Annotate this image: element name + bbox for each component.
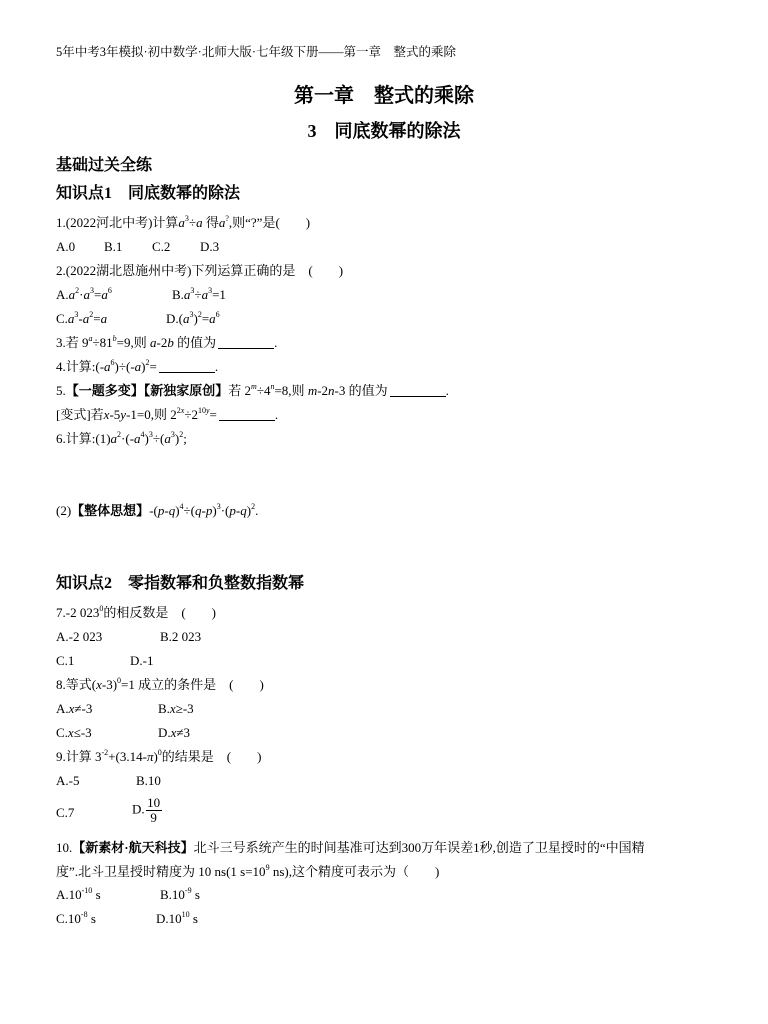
running-header: 5年中考3年模拟·初中数学·北师大版·七年级下册——第一章 整式的乘除 bbox=[56, 45, 456, 59]
question-5-variant: [变式]若x-5y-1=0,则 $2^{2x}\div 2^{10y}=$ . bbox=[56, 406, 279, 422]
option-a: A.0 bbox=[56, 239, 76, 254]
option-d: D.-1 bbox=[130, 653, 154, 668]
option-c: C.x≤-3 bbox=[56, 725, 92, 740]
option-d: D.x≠3 bbox=[158, 725, 191, 740]
question-4: 4.计算$:(-a^6)\div(-a)^2=$ . bbox=[56, 358, 219, 374]
option-c: C.7 bbox=[56, 805, 75, 820]
option-b: B.10 bbox=[136, 773, 161, 788]
option-d: D.3 bbox=[200, 239, 220, 254]
question-7: 7.-2 $023^0$的相反数是 ( ) bbox=[56, 604, 217, 620]
option-c: C.1 bbox=[56, 653, 75, 668]
knowledge-point-1: 知识点1 同底数幂的除法 bbox=[56, 185, 241, 202]
question-6-part-2: (2)【整体思想】$-(p-q)^4\div(q-p)^3\cdot(p-q)^2$. bbox=[56, 502, 259, 518]
option-c: C.2 bbox=[152, 239, 171, 254]
answer-blank bbox=[390, 384, 446, 397]
option-a: A.-2 023 bbox=[56, 629, 103, 644]
option-a: A.x≠-3 bbox=[56, 701, 93, 716]
question-5: 5.【一题多变】【新独家原创】若 $2^m\div 4^n=8$,则 m-2n-3 的值为 . bbox=[56, 382, 449, 398]
question-6: 6.计算$:(1)a^2\cdot(-a^4)^3\div(a^3)^2$; bbox=[56, 430, 187, 446]
option-d: $D.10^{10}$ s bbox=[156, 910, 198, 926]
option-c: $C.10^{-8}$ s bbox=[56, 910, 96, 926]
question-1: 1.(2022河北中考)计算$a^3\div a$ 得a?,则“?”是( ) bbox=[56, 214, 311, 230]
option-a: A.-5 bbox=[56, 773, 80, 788]
knowledge-point-2: 知识点2 零指数幂和负整数指数幂 bbox=[56, 575, 305, 592]
answer-blank bbox=[218, 336, 274, 349]
option-b: B.1 bbox=[104, 239, 123, 254]
option-d: D. $\frac{10}{9}$ bbox=[132, 795, 161, 825]
answer-blank bbox=[219, 408, 275, 421]
question-2: 2.(2022湖北恩施州中考)下列运算正确的是 ( ) bbox=[56, 263, 344, 278]
chapter-title: 第一章 整式的乘除 bbox=[294, 85, 474, 107]
option-a: $A.10^{-10}$ s bbox=[56, 886, 101, 902]
option-d: $D.(a^3)^2=a^6$ bbox=[166, 310, 220, 326]
part-title: 基础过关全练 bbox=[56, 157, 153, 174]
question-10: 10.【新素材·航天科技】北斗三号系统产生的时间基准可达到300万年误差1秒,创造了卫星授时的“中国精 度”.北斗卫星授时精度为 10 ns(1 $s=10^9$ ns),这个精度可表示为（ ) bbox=[56, 840, 645, 879]
question-3: 3.若 $9^a\div 81^b=9$,则 a-2b 的值为 . bbox=[56, 334, 278, 350]
option-c: $C.a^3-a^2=a$ bbox=[56, 310, 108, 326]
question-8: 8.等式$(x-3)^0=1$ 成立的条件是 ( ) bbox=[56, 676, 264, 692]
section-title: 3 同底数幂的除法 bbox=[307, 121, 461, 141]
answer-blank bbox=[159, 360, 215, 373]
fraction: $\frac{10}{9}$ bbox=[147, 795, 161, 825]
option-a: $A.a^2\cdot a^3=a^6$ bbox=[56, 286, 112, 302]
option-b: B.x≥-3 bbox=[158, 701, 194, 716]
option-b: $B.a^3\div a^3=1$ bbox=[172, 286, 226, 302]
option-b: $B.10^{-9}$ s bbox=[160, 886, 200, 902]
option-b: B.2 023 bbox=[160, 629, 202, 644]
question-9: 9.计算 $3^{-2}+(3.14-\pi)^0$的结果是 ( ) bbox=[56, 748, 262, 764]
